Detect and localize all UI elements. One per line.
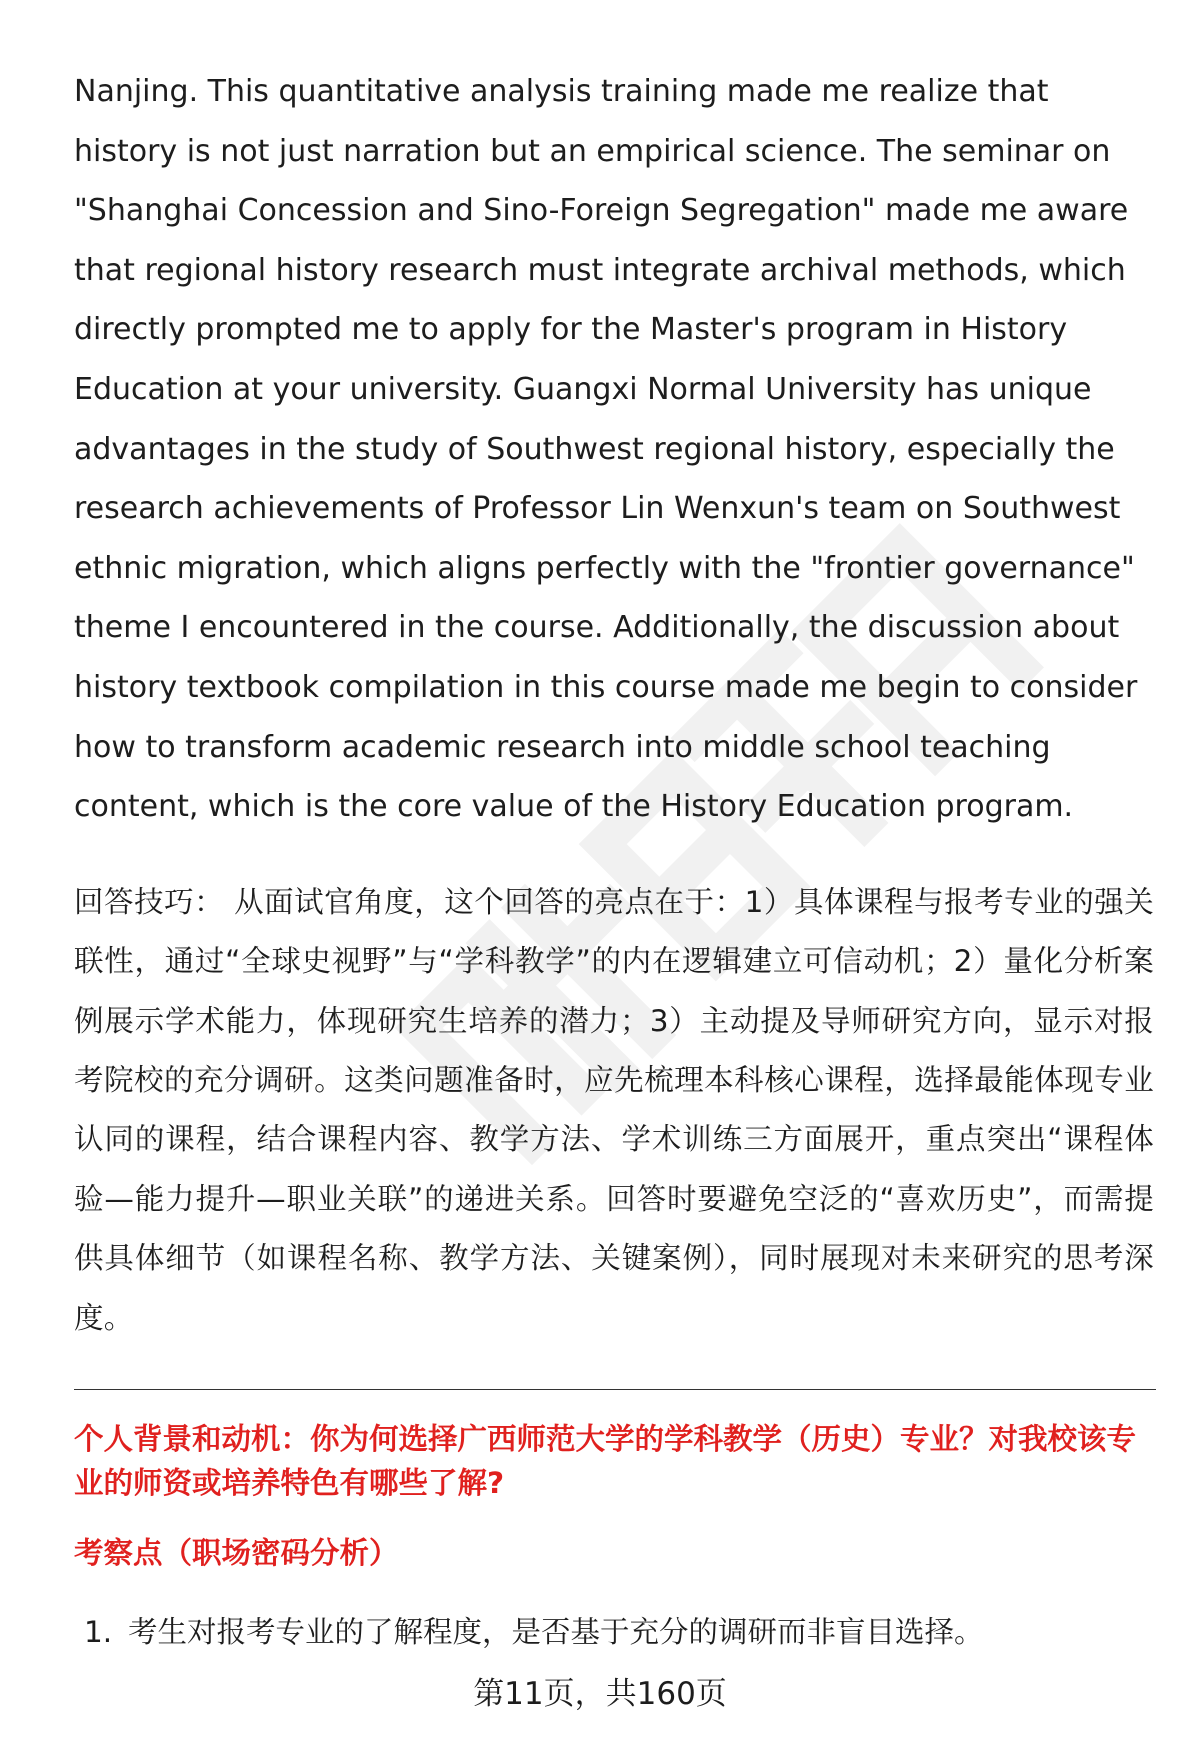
section-divider [74, 1389, 1156, 1390]
page-number: 第11页，共160页 [473, 1676, 727, 1712]
assessment-points-title: 考察点（职场密码分析） [74, 1536, 399, 1570]
list-item-number: 1. [84, 1615, 113, 1649]
english-answer-paragraph: Nanjing. This quantitative analysis training made me realize that history is not just narration but an empirical science. The seminar on "Shanghai Concession and Sino-Foreign Segregation" made me aware that regional history research must integrate archival methods, which directly prompted me to apply for the Master's program in History Education at your university. Guangxi Normal University has unique advantages in the study of Southwest regional history, especially the research achievements of Professor Lin Wenxun's team on Southwest ethnic migration, which aligns perfectly with the "frontier governance" theme I encountered in the course. Additionally, the discussion about history textbook compilation in this course made me begin to consider how to transform academic research into middle school teaching content, which is the core value of the History Education program. [74, 74, 1138, 825]
list-item [84, 1610, 984, 1654]
list-item-text: 考生对报考专业的了解程度，是否基于充分的调研而非盲目选择。 [128, 1615, 984, 1649]
assessment-points-list [84, 1610, 984, 1654]
main-content [74, 62, 1154, 1348]
answer-tips-paragraph: 回答技巧： 从面试官角度，这个回答的亮点在于：1）具体课程与报考专业的强关联性，通过“全球史视野”与“学科教学”的内在逻辑建立可信动机；2）量化分析案例展示学术能力，体现研究生培养的潜力；3）主动提及导师研究方向，显示对报考院校的充分调研。这类问题准备时，应先梳理本科核心课程，选择最能体现专业认同的课程，结合课程内容、教学方法、学术训练三方面展开，重点突出“课程体验—能力提升—职业关联”的递进关系。回答时要避免空泛的“喜欢历史”，而需提供具体细节（如课程名称、教学方法、关键案例），同时展现对未来研究的思考深度。 [74, 884, 1154, 1335]
question-heading: 个人背景和动机：你为何选择广西师范大学的学科教学（历史）专业？对我校该专业的师资或培养特色有哪些了解? [74, 1422, 1137, 1500]
